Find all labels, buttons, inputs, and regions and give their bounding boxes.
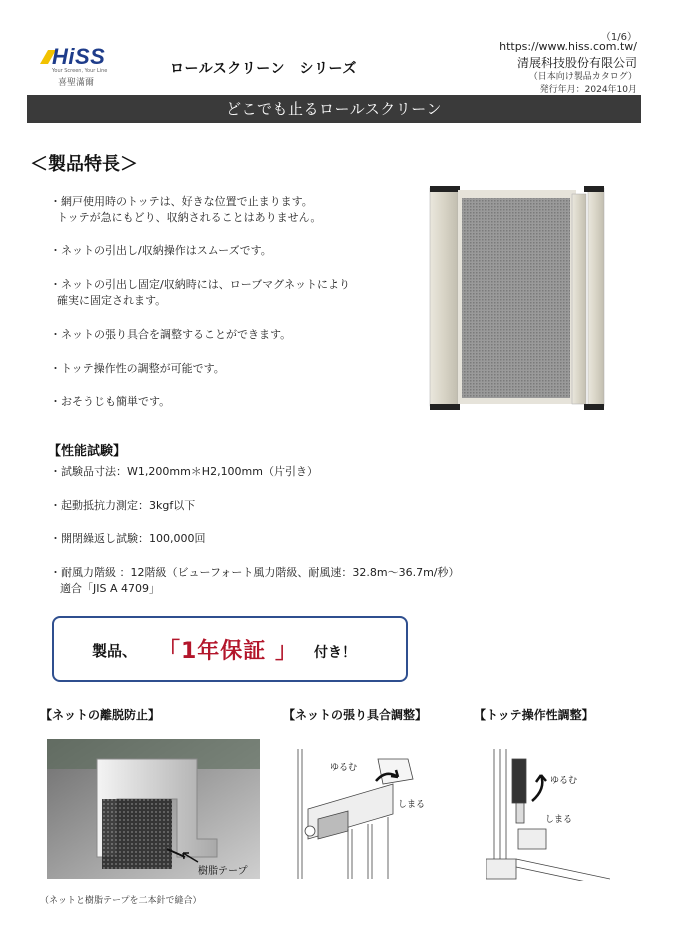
perf-item-1: ・試験品寸法：W1,200mm＊H2,100mm（片引き） xyxy=(50,465,318,478)
perf-item-2: ・起動抵抗力測定：3kgf以下 xyxy=(50,499,196,512)
feature-3-line1: ・ネットの引出し固定/収納時には、ローブマグネットにより xyxy=(50,278,351,291)
tension-tighten-label: しまる xyxy=(398,800,426,810)
handle-loosen-label: ゆるむ xyxy=(550,776,578,786)
handle-tighten-label: しまる xyxy=(545,815,573,825)
company-name: 清展科技股份有限公司 xyxy=(516,56,637,70)
logo-text: HiSS xyxy=(52,44,106,69)
feature-5: ・トッテ操作性の調整が可能です。 xyxy=(50,362,225,375)
warranty-main: 「1年保証 」 xyxy=(158,639,298,664)
warranty-prefix: 製品、 xyxy=(92,642,138,660)
logo-subtitle: 喜聖滿爾 xyxy=(58,78,95,88)
logo-tagline: Your Screen, Your Line xyxy=(52,68,108,74)
warranty-suffix: 付き！ xyxy=(314,645,356,661)
perf-item-4: ・耐風力階級 ：12階級（ビューフォート風力階級、耐風速：32.8m～36.7m/秒） xyxy=(50,566,460,579)
section-handle-adjust: 【トッテ操作性調整】 xyxy=(474,708,594,722)
section-net-detach: 【ネットの離脱防止】 xyxy=(40,708,161,722)
resin-tape-label: 樹脂テープ xyxy=(198,866,248,877)
section-net-tension: 【ネットの張り具合調整】 xyxy=(283,708,428,722)
title-banner: どこでも止るロールスクリーン xyxy=(27,95,641,123)
tension-loosen-label: ゆるむ xyxy=(330,763,358,773)
tension-diagram xyxy=(288,739,440,881)
perf-jis: 適合「JIS A 4709」 xyxy=(60,582,160,595)
pointer-arrow-icon xyxy=(180,850,200,864)
performance-heading: 【性能試験】 xyxy=(48,444,127,459)
perf-item-3: ・開閉繰返し試験：100,000回 xyxy=(50,532,206,545)
feature-1-line2: トッテが急にもどり、収納されることはありません。 xyxy=(57,211,322,224)
catalog-note: （日本向け製品カタログ） xyxy=(528,72,637,82)
features-heading: ＜製品特長＞ xyxy=(30,154,138,175)
feature-3-line2: 確実に固定されます。 xyxy=(57,294,167,307)
profile-photo xyxy=(47,739,260,879)
feature-4: ・ネットの張り具合を調整することができます。 xyxy=(50,328,292,341)
company-url[interactable]: https://www.hiss.com.tw/ xyxy=(499,40,637,53)
photo-caption: （ネットと樹脂テープを二本針で縫合） xyxy=(40,896,202,906)
series-title: ロールスクリーン シリーズ xyxy=(170,61,357,77)
feature-2: ・ネットの引出し/収納操作はスムーズです。 xyxy=(50,244,272,257)
feature-6: ・おそうじも簡単です。 xyxy=(50,395,171,408)
publish-date: 発行年月：2024年10月 xyxy=(539,85,637,95)
handle-diagram xyxy=(486,739,610,881)
page-number: （1/6） xyxy=(600,32,637,43)
roll-screen-product-image xyxy=(422,182,614,414)
feature-1-line1: ・網戸使用時のトッテは、好きな位置で止まります。 xyxy=(50,195,313,208)
